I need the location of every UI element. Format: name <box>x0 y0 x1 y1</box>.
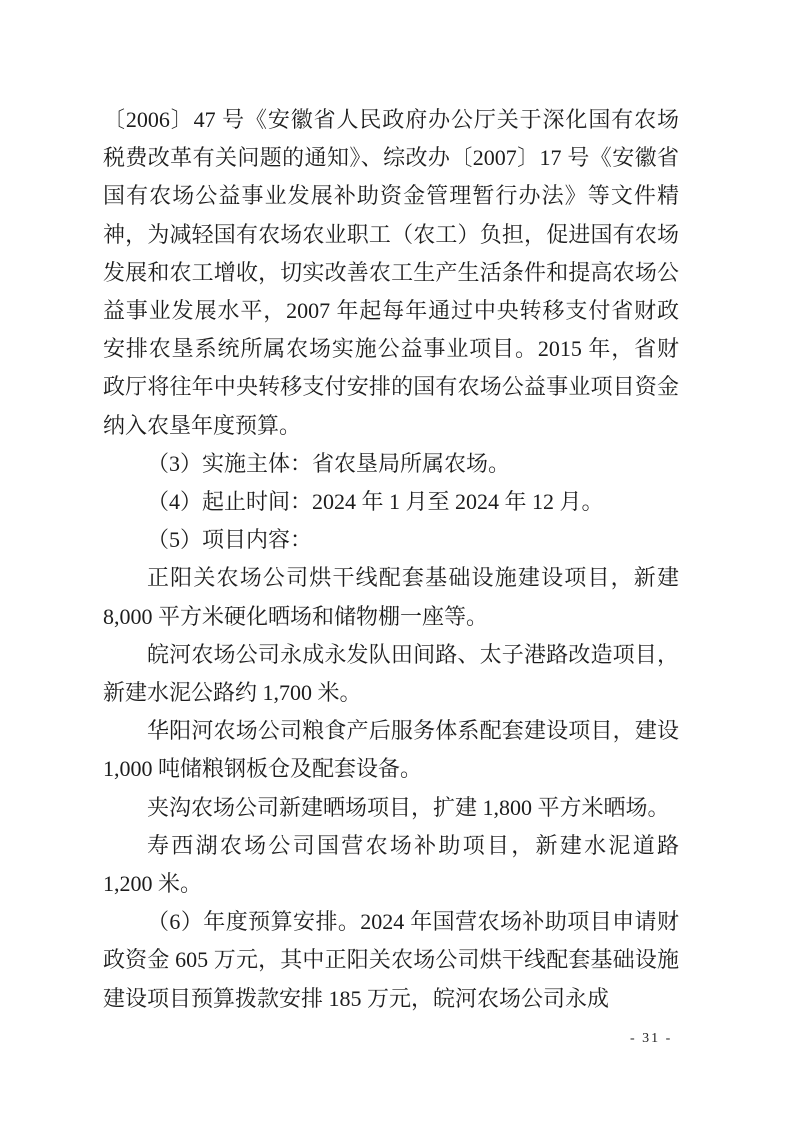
paragraph-item-4: （4）起止时间：2024 年 1 月至 2024 年 12 月。 <box>147 489 604 515</box>
paragraph-project-huayanghe: 华阳河农场公司粮食产后服务体系配套建设项目，建设 1,000 吨储粮钢板仓及配套设备。 <box>103 718 679 782</box>
paragraph-item-3: （3）实施主体：省农垦局所属农场。 <box>147 450 511 476</box>
paragraph-project-shouxihu: 寿西湖农场公司国营农场补助项目，新建水泥道路 1,200 米。 <box>103 832 679 897</box>
paragraph-project-zhengyangguan: 正阳关农场公司烘干线配套基础设施建设项目，新建 8,000 平方米硬化晒场和储物棚一座等。 <box>103 565 679 629</box>
body-text <box>103 101 679 1018</box>
paragraph-project-jiagou: 夹沟农场公司新建晒场项目，扩建 1,800 平方米晒场。 <box>147 794 670 820</box>
page-number: - 31 - <box>630 1031 673 1046</box>
paragraph-project-wanhe: 皖河农场公司永成永发队田间路、太子港路改造项目，新建水泥公路约 1,700 米。 <box>103 641 679 706</box>
paragraph-item-6: （6）年度预算安排。2024 年国营农场补助项目申请财政资金 605 万元，其中正阳关农场公司烘干线配套基础设施建设项目预算拨款安排 185 万元，皖河农场公司永成 <box>103 909 679 1011</box>
paragraph-continuation: 〔2006〕47 号《安徽省人民政府办公厅关于深化国有农场税费改革有关问题的通知》、综改办〔2007〕17 号《安徽省国有农场公益事业发展补助资金管理暂行办法》等文件精神，为减轻国有农场农业职工（农工）负担，促进国有农场发展和农工增收，切实改善农工生产生活条件和提高农场公益事业发展水平，2007 年起每年通过中央转移支付省财政安排农垦系统所属农场实施公益事业项目。2015 年，省财政厅将往年中央转移支付安排的国有农场公益事业项目资金纳入农垦年度预算。 <box>103 107 679 438</box>
paragraph-item-5: （5）项目内容： <box>147 527 313 553</box>
